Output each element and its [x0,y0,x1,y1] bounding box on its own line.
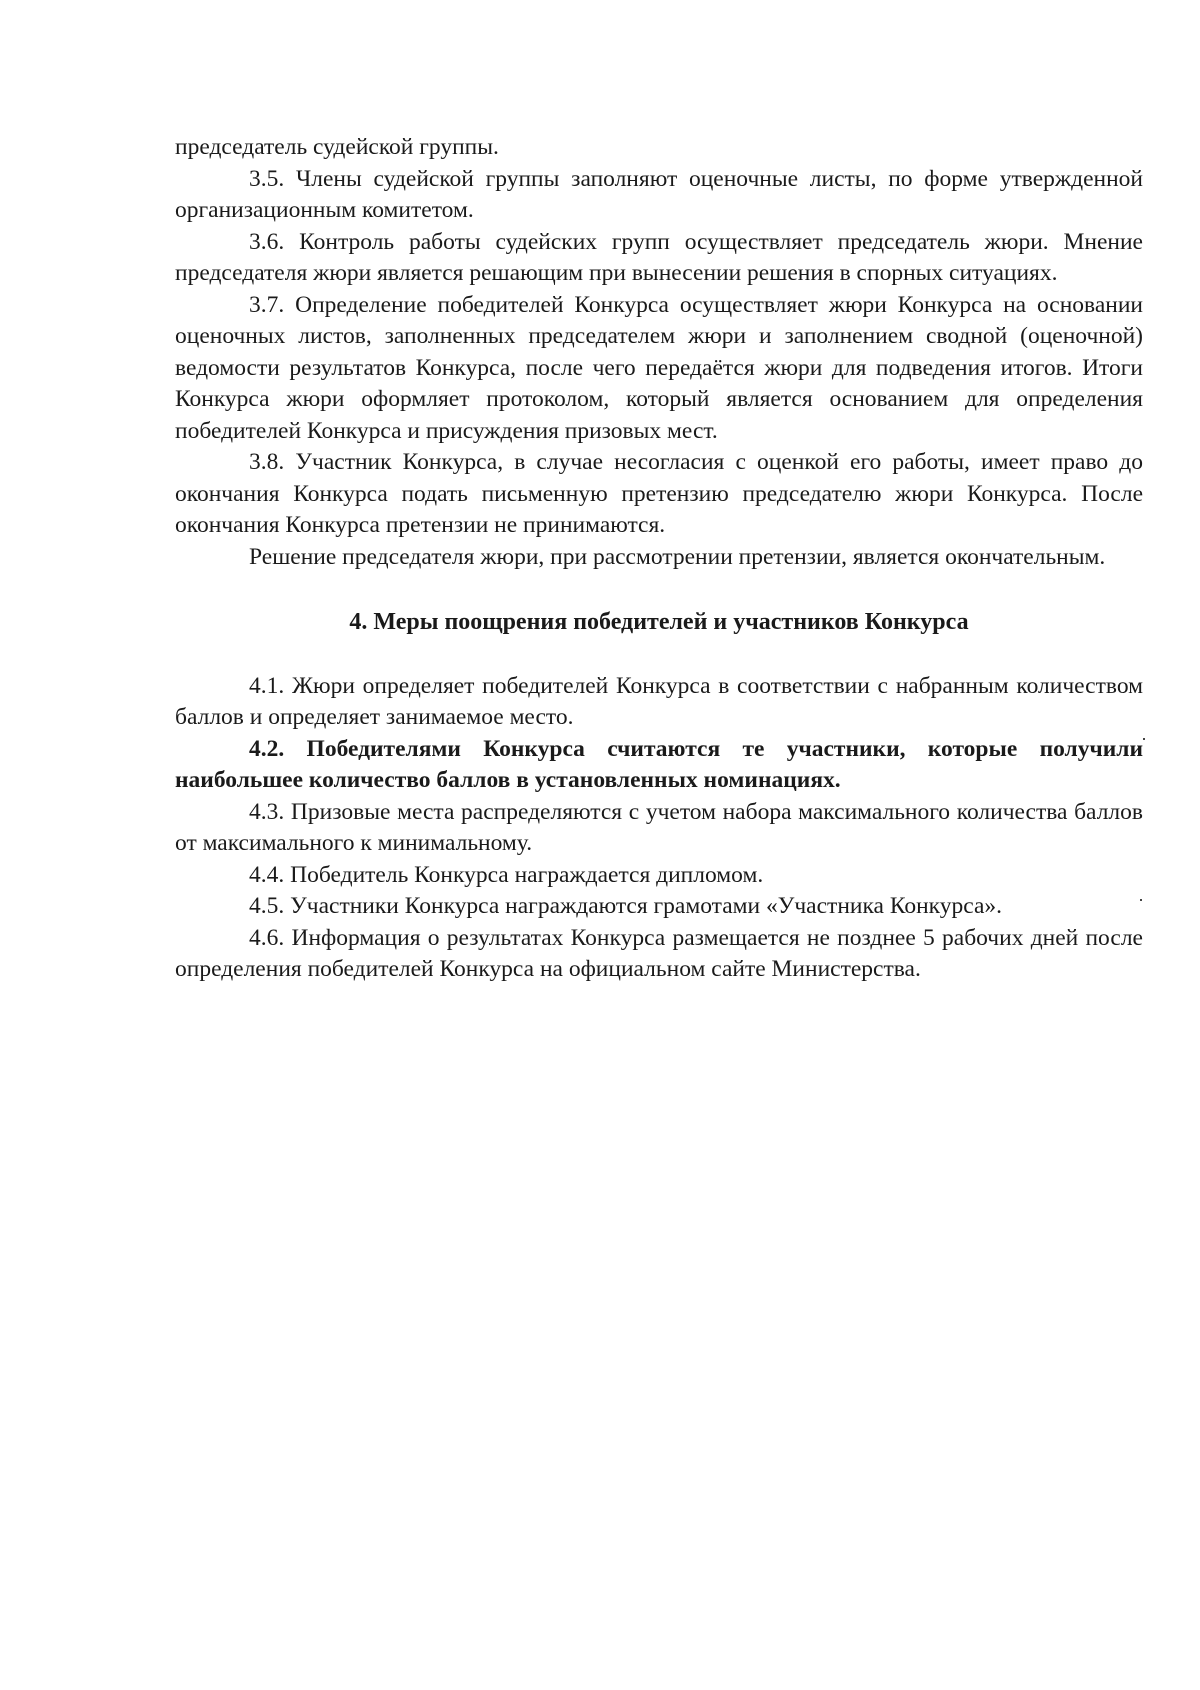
document-body [175,132,1143,986]
paragraph-4-3: 4.3. Призовые места распределяются с учетом набора максимального количества баллов от максимального к минимальному. [175,798,1143,856]
section-4-heading: 4. Меры поощрения победителей и участников Конкурса [349,609,969,635]
scan-speck [1143,738,1145,740]
paragraph-3-8: 3.8. Участник Конкурса, в случае несогласия с оценкой его работы, имеет право до окончания Конкурса подать письменную претензию председателю жюри Конкурса. После окончания Конкурса претензии не принимаются. [175,449,1143,538]
paragraph-3-6: 3.6. Контроль работы судейских групп осуществляет председатель жюри. Мнение председателя жюри является решающим при вынесении решения в спорных ситуациях. [175,228,1143,286]
scan-speck [1140,899,1142,901]
paragraph-3-5: 3.5. Члены судейской группы заполняют оценочные листы, по форме утвержденной организационным комитетом. [175,165,1143,223]
paragraph-4-6: 4.6. Информация о результатах Конкурса размещается не позднее 5 рабочих дней после определения победителей Конкурса на официальном сайте Министерства. [175,924,1143,982]
paragraph-continuation: председатель судейской группы. [175,134,499,160]
paragraph-4-1: 4.1. Жюри определяет победителей Конкурса в соответствии с набранным количеством баллов и определяет занимаемое место. [175,672,1143,730]
paragraph-4-5: 4.5. Участники Конкурса награждаются грамотами «Участника Конкурса». [249,893,1003,919]
paragraph-3-7: 3.7. Определение победителей Конкурса осуществляет жюри Конкурса на основании оценочных листов, заполненных председателем жюри и заполнением сводной (оценочной) ведомости результатов Конкурса, после чего передаётся жюри для подведения итогов. Итоги Конкурса жюри оформляет протоколом, который является основанием для определения победителей Конкурса и присуждения призовых мест. [175,291,1143,444]
paragraph-4-4: 4.4. Победитель Конкурса награждается дипломом. [249,861,764,888]
paragraph-3-8-decision: Решение председателя жюри, при рассмотрении претензии, является окончательным. [249,543,1106,570]
paragraph-4-2: 4.2. Победителями Конкурса считаются те участники, которые получили наибольшее количество баллов в установленных номинациях. [175,735,1143,793]
